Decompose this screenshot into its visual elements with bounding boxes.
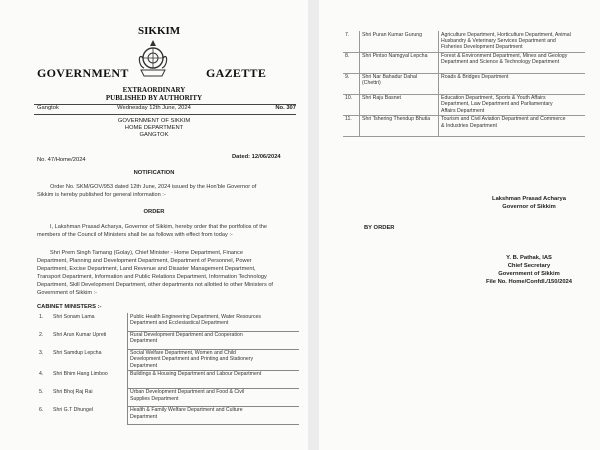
portfolio-cell (439, 52, 586, 73)
portfolio-line: Education Department, Sports & Youth Affairs (441, 95, 546, 101)
issuer-line-2: HOME DEPARTMENT (124, 125, 184, 131)
cabinet-ministers-table (37, 313, 299, 425)
portfolio-line: Agriculture Department, Horticulture Department, Animal (441, 31, 571, 38)
portfolio-line: Department and Ecclesiastical Department (130, 319, 229, 326)
row-number: 1. (39, 313, 44, 320)
notification-ref: No. 47/Home/2024 (37, 157, 86, 163)
masthead-place: Gangtok (37, 105, 59, 111)
minister-name: Shri Pintso Namgyal Lepcha (360, 52, 439, 73)
order-para1-line-2: members of the Council of Ministers shall be as follows with effect from today :- (37, 232, 233, 238)
portfolio-line: Husbandry & Veterinary Services Department and (441, 37, 556, 44)
cabinet-heading: CABINET MINISTERS :- (37, 304, 102, 310)
gazette-number: No. 307 (275, 105, 296, 111)
portfolio-cell (128, 406, 300, 424)
masthead-date: Wednesday 12th June, 2024 (117, 105, 191, 111)
portfolio-cell (128, 388, 300, 406)
minister-name: Shri Puran Kumar Gurung (360, 31, 439, 52)
edition-label: EXTRAORDINARY (122, 86, 186, 94)
table-row (37, 349, 299, 370)
by-order-label: BY ORDER (364, 225, 395, 231)
portfolio-line: Tourism and Civil Aviation Department and Commerce (441, 116, 566, 123)
portfolio-cell (128, 370, 300, 388)
row-number: 2. (39, 331, 44, 338)
row-number: 3. (39, 349, 44, 356)
portfolio-line: Department and Science & Technology Department (441, 59, 560, 66)
notification-heading: NOTIFICATION (133, 170, 175, 176)
row-number: 8. (343, 52, 360, 73)
portfolio-line: Public Health Engineering Department, Water Resources (130, 313, 261, 320)
order-para2-line-5: Department, Skill Development Department, other departments not allotted to other Ministers of (37, 282, 273, 288)
order-para2-line-1: Shri Prem Singh Tamang (Golay), Chief Minister - Home Department, Finance (50, 250, 243, 256)
order-para2-line-4: Transport Department, Information and Public Relations Department, Information Technology (37, 274, 267, 280)
intro-line-1: Order No. SKM/GOV/953 dated 12th June, 2024 issued by the Hon'ble Governor of (50, 184, 257, 190)
table-row (343, 94, 585, 115)
portfolio-cell (128, 349, 300, 370)
table-row (37, 331, 299, 349)
state-emblem-icon (135, 38, 171, 80)
intro-line-2: Sikkim is hereby published for general information :- (37, 192, 166, 198)
state-title: SIKKIM (138, 25, 181, 37)
notification-dated: Dated: 12/06/2024 (232, 154, 281, 160)
authority-label: PUBLISHED BY AUTHORITY (105, 94, 203, 102)
governor-name: Lakshman Prasad Acharya (492, 196, 566, 202)
portfolio-line: Forest & Environment Department, Mines and Geology (441, 53, 568, 59)
minister-name: Shri Arun Kumar Upreti (53, 331, 107, 338)
page-gutter (308, 0, 319, 450)
minister-name: Shri Tshering Thendup Bhutia (360, 115, 439, 136)
portfolio-line: Urban Development Department and Food & Civil (130, 389, 245, 396)
portfolio-line: Fisheries Development Department (441, 44, 523, 51)
table-row (343, 73, 585, 94)
issuer-line-3: GANGTOK (139, 132, 169, 138)
minister-name: Shri G.T Dhungel (53, 406, 93, 413)
portfolio-line: Development Department and Printing and Stationery (130, 356, 254, 363)
portfolio-line: Department (130, 338, 158, 345)
masthead-government: GOVERNMENT (37, 66, 129, 80)
portfolio-cell (439, 73, 586, 94)
portfolio-line: Rural Development Department and Cooperation (130, 332, 243, 338)
portfolio-cell (128, 313, 300, 331)
row-number: 11. (343, 115, 360, 136)
table-row (343, 31, 585, 52)
portfolio-line: Affairs Department (441, 107, 485, 114)
rule-bottom (34, 114, 296, 115)
minister-name: Shri Raju Basnet (360, 94, 439, 115)
row-number: 5. (39, 388, 44, 395)
secretary-government: Government of Sikkim (498, 271, 560, 277)
portfolio-line: Department (130, 413, 158, 420)
portfolio-line: Department (130, 362, 158, 369)
issuer-line-1: GOVERNMENT OF SIKKIM (117, 118, 191, 124)
order-para2-line-2: Department, Planning and Development Department, Department of Personnel, Power (37, 258, 252, 264)
row-number: 4. (39, 370, 44, 377)
row-number: 9. (343, 73, 360, 94)
table-row (37, 388, 299, 406)
governor-title: Governor of Sikkim (502, 204, 556, 210)
table-row (37, 406, 299, 424)
minister-name: Shri Bhoj Raj Rai (53, 388, 93, 395)
portfolio-cell (439, 94, 586, 115)
minister-name: Shri Samdup Lepcha (53, 349, 102, 356)
row-number: 6. (39, 406, 44, 413)
minister-name: Shri Bhim Hang Limboo (53, 370, 108, 377)
portfolio-line: Health & Family Welfare Department and Culture (130, 407, 243, 414)
row-number: 7. (343, 31, 360, 52)
minister-name: Shri Nar Bahadur Dahal (Chettri) (360, 73, 439, 94)
table-row (343, 52, 585, 73)
order-para2-line-6: Government of Sikkim :- (37, 290, 97, 296)
ministers-table-continued (343, 31, 585, 137)
portfolio-line: Social Welfare Department, Women and Child (130, 350, 236, 356)
minister-name: Shri Sonam Lama (53, 313, 95, 320)
portfolio-cell (439, 31, 586, 52)
portfolio-cell (439, 115, 586, 136)
masthead-gazette: GAZETTE (206, 66, 267, 80)
row-number: 10. (343, 94, 360, 115)
portfolio-line: & Industries Department (441, 122, 497, 129)
portfolio-line: Buildings & Housing Department and Labour Department (130, 371, 262, 378)
order-heading: ORDER (143, 209, 165, 215)
secretary-name: Y. B. Pathak, IAS (506, 255, 552, 261)
table-row (37, 313, 299, 331)
portfolio-cell (128, 331, 300, 349)
table-row (343, 115, 585, 136)
secretary-title: Chief Secretary (507, 263, 551, 269)
order-para2-line-3: Department, Excise Department, Land Revenue and Disaster Management Department, (37, 266, 256, 272)
portfolio-line: Supplies Department (130, 395, 179, 402)
file-number: File No. Home/Confdl./150/2024 (485, 279, 572, 285)
gazette-page-right (319, 0, 600, 450)
table-row (37, 370, 299, 388)
portfolio-line: Roads & Bridges Department (441, 74, 509, 80)
portfolio-line: Department, Law Department and Parliamentary (441, 101, 553, 108)
order-para1-line-1: I, Lakshman Prasad Acharya, Governor of Sikkim, hereby order that the portfolios of the (50, 224, 268, 230)
